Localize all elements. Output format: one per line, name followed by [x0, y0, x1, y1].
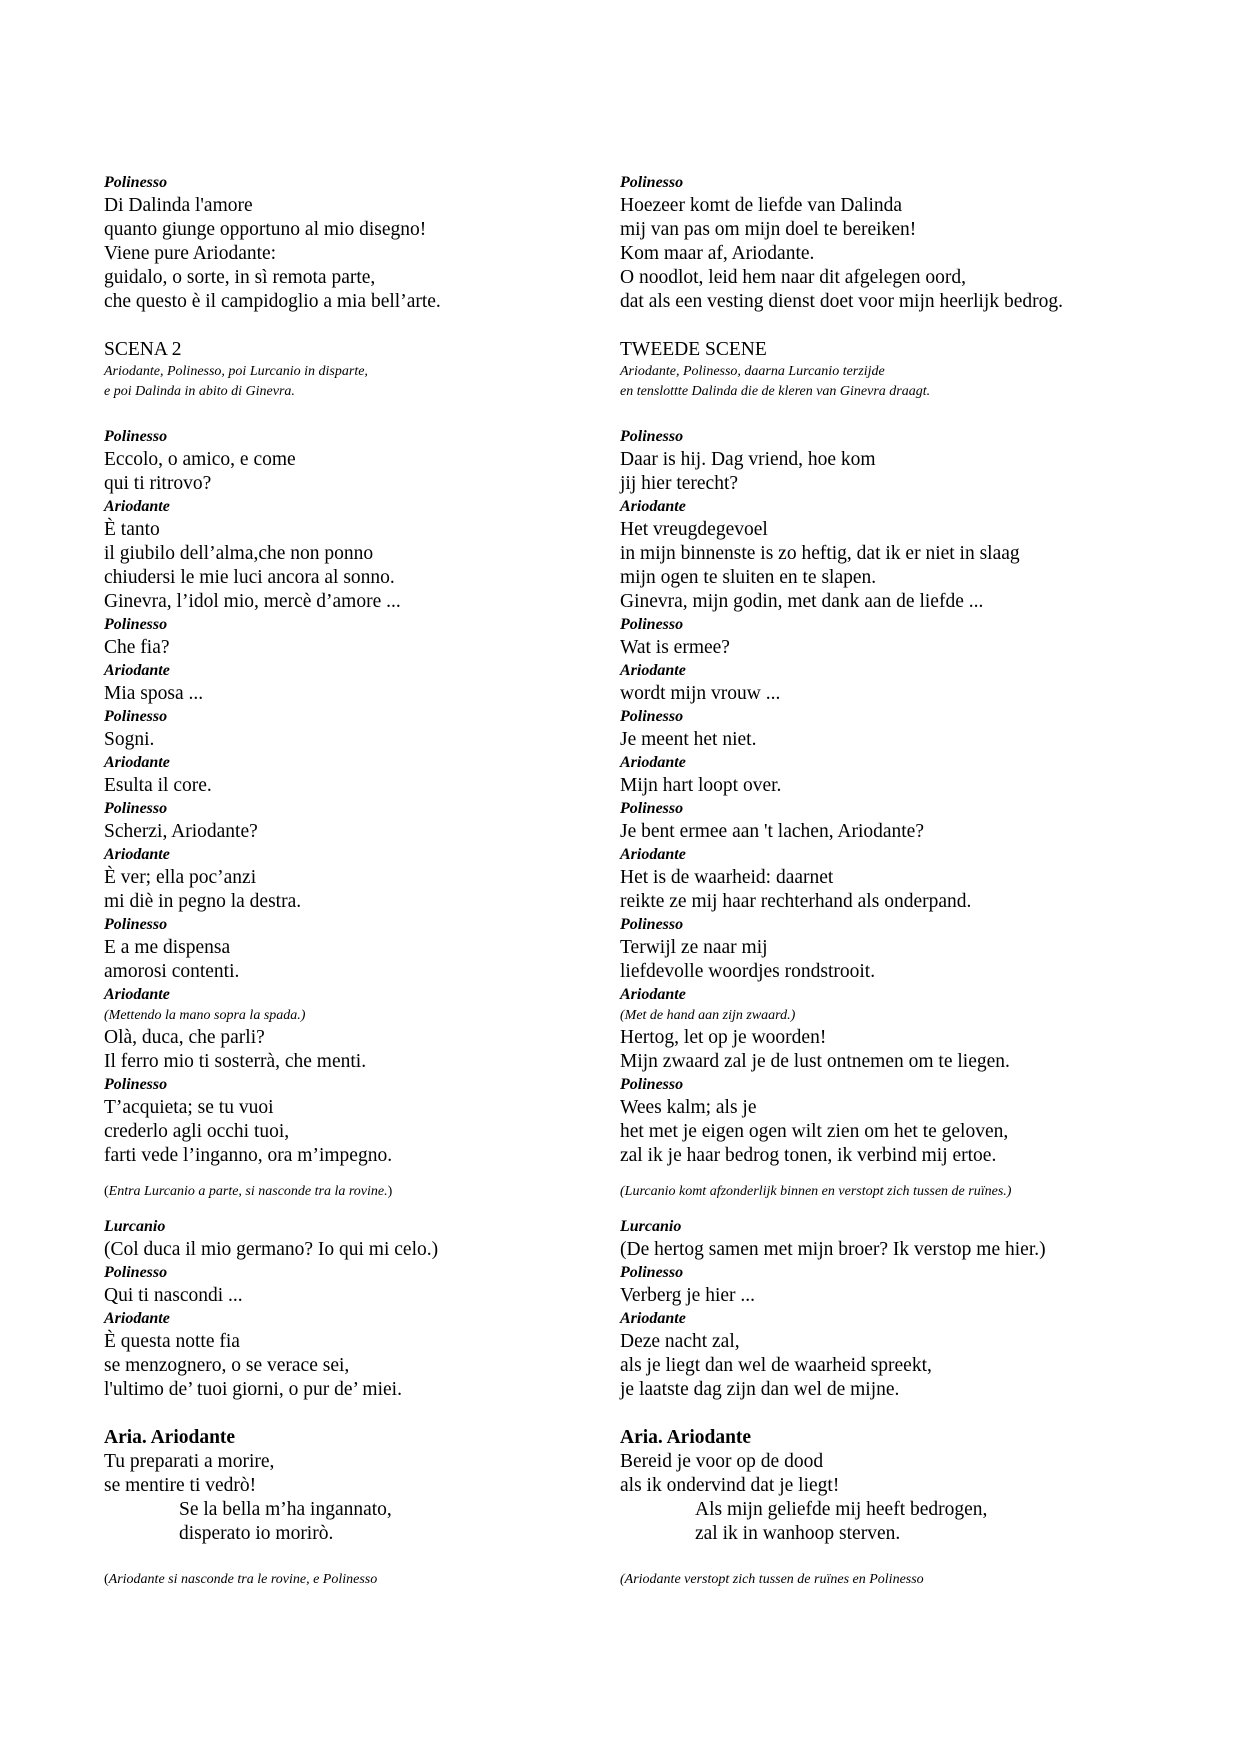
stage-direction: (Mettendo la mano sopra la spada.): [104, 1008, 306, 1023]
verse-line: il giubilo dell’alma,che non ponno: [104, 543, 374, 564]
verse-line: Viene pure Ariodante:: [104, 243, 277, 264]
speaker-label: Polinesso: [620, 916, 684, 933]
verse-line: chiudersi le mie luci ancora al sonno.: [104, 567, 395, 588]
verse-line: je laatste dag zijn dan wel de mijne.: [620, 1379, 900, 1400]
verse-line: se mentire ti vedrò!: [104, 1475, 257, 1496]
verse-line: in mijn binnenste is zo heftig, dat ik er niet in slaag: [620, 543, 1020, 564]
stage-direction-text: (Lurcanio komt afzonderlijk binnen en verstopt zich tussen de ruïnes.): [620, 1184, 1012, 1199]
stage-direction: [620, 1182, 1180, 1202]
verse-line: Hertog, let op je woorden!: [620, 1027, 827, 1048]
speaker-label: Ariodante: [620, 986, 686, 1003]
stage-direction-text: (Ariodante verstopt zich tussen de ruïnes en Polinesso: [620, 1572, 924, 1587]
verse-line: (De hertog samen met mijn broer? Ik verstop me hier.): [620, 1239, 1046, 1260]
paren-open: (: [104, 1184, 109, 1199]
speaker-label: Polinesso: [104, 1264, 168, 1281]
speaker-label: Ariodante: [620, 498, 686, 515]
verse-line: crederlo agli occhi tuoi,: [104, 1121, 290, 1142]
speaker-label: Polinesso: [620, 1264, 684, 1281]
verse-line: amorosi contenti.: [104, 961, 240, 982]
verse-line: Scherzi, Ariodante?: [104, 821, 258, 842]
verse-line: mi diè in pegno la destra.: [104, 891, 302, 912]
verse-line: Wat is ermee?: [620, 637, 730, 658]
speaker-label: Polinesso: [620, 428, 684, 445]
verse-line: Ginevra, mijn godin, met dank aan de liefde ...: [620, 591, 984, 612]
verse-line: liefdevolle woordjes rondstrooit.: [620, 961, 876, 982]
verse-line: Mijn zwaard zal je de lust ontnemen om te liegen.: [620, 1051, 1010, 1072]
verse-line: l'ultimo de’ tuoi giorni, o pur de’ miei.: [104, 1379, 402, 1400]
verse-line: T’acquieta; se tu vuoi: [104, 1097, 274, 1118]
verse-line: che questo è il campidoglio a mia bell’arte.: [104, 291, 441, 312]
verse-line: Sogni.: [104, 729, 155, 750]
verse-line-indented: disperato io morirò.: [179, 1523, 334, 1544]
verse-line: als je liegt dan wel de waarheid spreekt,: [620, 1355, 932, 1376]
verse-line: Bereid je voor op de dood: [620, 1451, 824, 1472]
speaker-label: Polinesso: [620, 174, 684, 191]
verse-line: zal ik je haar bedrog tonen, ik verbind mij ertoe.: [620, 1145, 997, 1166]
speaker-label: Ariodante: [104, 846, 170, 863]
italian-column: [104, 172, 604, 1590]
speaker-label: Polinesso: [620, 616, 684, 633]
stage-direction: Ariodante, Polinesso, poi Lurcanio in disparte,: [104, 364, 368, 379]
aria-title: Aria. Ariodante: [620, 1427, 752, 1448]
speaker-label: Ariodante: [104, 498, 170, 515]
verse-line: farti vede l’inganno, ora m’impegno.: [104, 1145, 393, 1166]
speaker-label: Ariodante: [104, 754, 170, 771]
verse-line: Tu preparati a morire,: [104, 1451, 275, 1472]
stage-direction: [104, 1570, 604, 1590]
speaker-label: Polinesso: [620, 800, 684, 817]
verse-line: Het is de waarheid: daarnet: [620, 867, 834, 888]
speaker-label: Polinesso: [104, 916, 168, 933]
stage-direction-text: Entra Lurcanio a parte, si nasconde tra la rovine.: [108, 1184, 388, 1199]
verse-line: È ver; ella poc’anzi: [104, 867, 257, 888]
speaker-label: Polinesso: [104, 174, 168, 191]
speaker-label: Polinesso: [620, 1076, 684, 1093]
stage-direction-text: Ariodante si nasconde tra le rovine, e Polinesso: [108, 1572, 378, 1587]
verse-line: reikte ze mij haar rechterhand als onderpand.: [620, 891, 972, 912]
verse-line: Je bent ermee aan 't lachen, Ariodante?: [620, 821, 924, 842]
verse-line: E a me dispensa: [104, 937, 231, 958]
verse-line: Terwijl ze naar mij: [620, 937, 768, 958]
speaker-label: Polinesso: [104, 616, 168, 633]
stage-direction: e poi Dalinda in abito di Ginevra.: [104, 384, 295, 399]
stage-direction: en tenslottte Dalinda die de kleren van Ginevra draagt.: [620, 384, 931, 399]
verse-line: Daar is hij. Dag vriend, hoe kom: [620, 449, 876, 470]
speaker-label: Lurcanio: [104, 1218, 166, 1235]
verse-line: het met je eigen ogen wilt zien om het te geloven,: [620, 1121, 1009, 1142]
verse-line: Mia sposa ...: [104, 683, 204, 704]
speaker-label: Ariodante: [620, 662, 686, 679]
dutch-column: [620, 172, 1180, 1590]
verse-line: als ik ondervind dat je liegt!: [620, 1475, 840, 1496]
speaker-label: Ariodante: [104, 986, 170, 1003]
verse-line: mij van pas om mijn doel te bereiken!: [620, 219, 917, 240]
aria-title: Aria. Ariodante: [104, 1427, 236, 1448]
verse-line: Wees kalm; als je: [620, 1097, 757, 1118]
speaker-label: Ariodante: [620, 1310, 686, 1327]
verse-line: Je meent het niet.: [620, 729, 757, 750]
verse-line: Deze nacht zal,: [620, 1331, 740, 1352]
speaker-label: Polinesso: [104, 428, 168, 445]
verse-line: jij hier terecht?: [620, 473, 739, 494]
verse-line: qui ti ritrovo?: [104, 473, 212, 494]
verse-line-indented: Als mijn geliefde mij heeft bedrogen,: [695, 1499, 988, 1520]
verse-line: È questa notte fia: [104, 1331, 240, 1352]
verse-line: Eccolo, o amico, e come: [104, 449, 296, 470]
speaker-label: Ariodante: [104, 1310, 170, 1327]
speaker-label: Polinesso: [620, 708, 684, 725]
verse-line: Kom maar af, Ariodante.: [620, 243, 815, 264]
verse-line-indented: Se la bella m’ha ingannato,: [179, 1499, 392, 1520]
speaker-label: Ariodante: [620, 754, 686, 771]
verse-line: Che fia?: [104, 637, 170, 658]
verse-line: Ginevra, l’idol mio, mercè d’amore ...: [104, 591, 401, 612]
verse-line: quanto giunge opportuno al mio disegno!: [104, 219, 427, 240]
paren-open: (: [104, 1572, 109, 1587]
verse-line: Qui ti nascondi ...: [104, 1285, 243, 1306]
verse-line: Mijn hart loopt over.: [620, 775, 782, 796]
verse-line: mijn ogen te sluiten en te slapen.: [620, 567, 877, 588]
stage-direction: [104, 1182, 604, 1202]
stage-direction: Ariodante, Polinesso, daarna Lurcanio terzijde: [620, 364, 885, 379]
scene-title: TWEEDE SCENE: [620, 339, 767, 360]
verse-line: Olà, duca, che parli?: [104, 1027, 265, 1048]
stage-direction: [620, 1570, 1180, 1590]
scene-title: SCENA 2: [104, 339, 182, 360]
verse-line: Il ferro mio ti sosterrà, che menti.: [104, 1051, 367, 1072]
verse-line: Hoezeer komt de liefde van Dalinda: [620, 195, 903, 216]
verse-line: wordt mijn vrouw ...: [620, 683, 781, 704]
verse-line: se menzognero, o se verace sei,: [104, 1355, 350, 1376]
speaker-label: Polinesso: [104, 800, 168, 817]
speaker-label: Polinesso: [104, 1076, 168, 1093]
paren-close: ): [387, 1184, 393, 1199]
verse-line: Het vreugdegevoel: [620, 519, 768, 540]
verse-line-indented: zal ik in wanhoop sterven.: [695, 1523, 901, 1544]
verse-line: Esulta il core.: [104, 775, 212, 796]
stage-direction: (Met de hand aan zijn zwaard.): [620, 1008, 796, 1023]
verse-line: Di Dalinda l'amore: [104, 195, 253, 216]
verse-line: dat als een vesting dienst doet voor mijn heerlijk bedrog.: [620, 291, 1063, 312]
verse-line: È tanto: [104, 519, 160, 540]
speaker-label: Ariodante: [620, 846, 686, 863]
speaker-label: Lurcanio: [620, 1218, 682, 1235]
verse-line: Verberg je hier ...: [620, 1285, 756, 1306]
speaker-label: Polinesso: [104, 708, 168, 725]
speaker-label: Ariodante: [104, 662, 170, 679]
verse-line: guidalo, o sorte, in sì remota parte,: [104, 267, 376, 288]
verse-line: O noodlot, leid hem naar dit afgelegen oord,: [620, 267, 967, 288]
verse-line: (Col duca il mio germano? Io qui mi celo.): [104, 1239, 439, 1260]
